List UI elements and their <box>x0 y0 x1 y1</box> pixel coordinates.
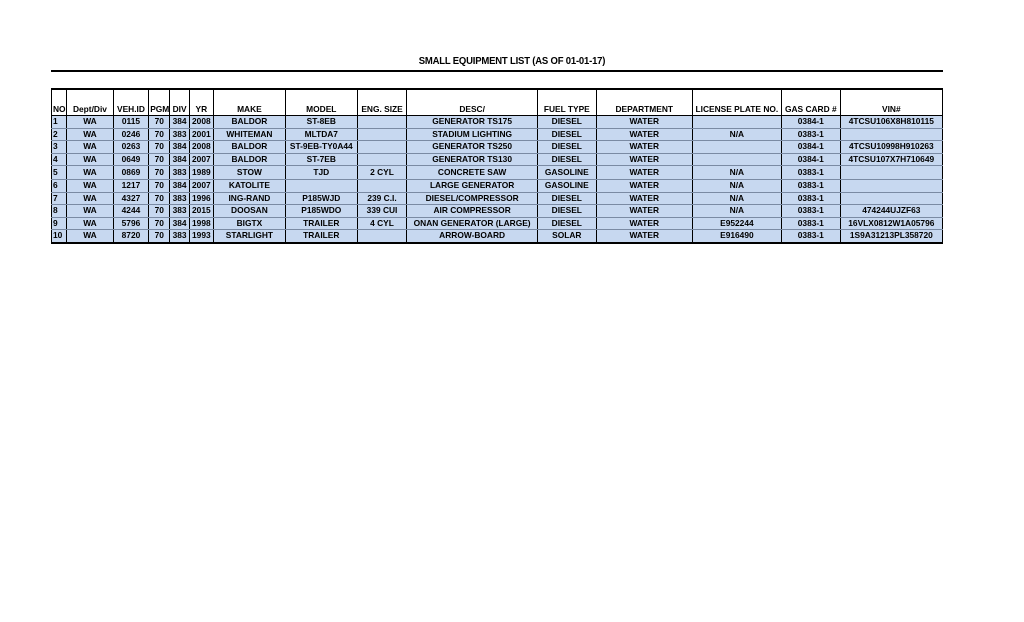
cell-dept-div: WA <box>67 166 114 180</box>
cell-no: 10 <box>52 230 67 243</box>
cell-desc: AIR COMPRESSOR <box>407 205 538 218</box>
cell-pgm: 70 <box>149 128 170 141</box>
cell-yr: 1996 <box>189 192 213 205</box>
cell-pgm: 70 <box>149 230 170 243</box>
cell-fuel-type: DIESEL <box>537 217 596 230</box>
cell-fuel-type: GASOLINE <box>537 166 596 180</box>
cell-no: 8 <box>52 205 67 218</box>
header-desc: DESC/ <box>407 89 538 116</box>
cell-eng-size <box>357 153 407 166</box>
cell-model: TJD <box>285 166 357 180</box>
cell-vin <box>840 180 942 193</box>
cell-eng-size: 4 CYL <box>357 217 407 230</box>
cell-pgm: 70 <box>149 217 170 230</box>
cell-yr: 1993 <box>189 230 213 243</box>
cell-no: 5 <box>52 166 67 180</box>
cell-no: 3 <box>52 141 67 154</box>
cell-pgm: 70 <box>149 166 170 180</box>
cell-make: STOW <box>213 166 285 180</box>
cell-vin: 4TCSU10998H910263 <box>840 141 942 154</box>
cell-vin <box>840 128 942 141</box>
header-make: MAKE <box>213 89 285 116</box>
cell-gas-card: 0384-1 <box>781 141 840 154</box>
cell-no: 1 <box>52 116 67 129</box>
cell-desc: ARROW-BOARD <box>407 230 538 243</box>
cell-veh-id: 1217 <box>113 180 148 193</box>
cell-gas-card: 0383-1 <box>781 230 840 243</box>
equipment-table <box>51 88 943 244</box>
cell-department: WATER <box>596 217 692 230</box>
cell-license-plate: E916490 <box>692 230 781 243</box>
cell-no: 2 <box>52 128 67 141</box>
cell-desc: LARGE GENERATOR <box>407 180 538 193</box>
cell-div: 384 <box>170 153 189 166</box>
table-row <box>52 230 943 243</box>
cell-yr: 1998 <box>189 217 213 230</box>
cell-eng-size <box>357 180 407 193</box>
cell-yr: 2007 <box>189 180 213 193</box>
table-header-row <box>52 89 943 116</box>
cell-make: BALDOR <box>213 116 285 129</box>
cell-veh-id: 8720 <box>113 230 148 243</box>
cell-model: ST-7EB <box>285 153 357 166</box>
cell-license-plate: N/A <box>692 128 781 141</box>
cell-yr: 2001 <box>189 128 213 141</box>
cell-no: 9 <box>52 217 67 230</box>
table-row <box>52 153 943 166</box>
cell-dept-div: WA <box>67 128 114 141</box>
cell-department: WATER <box>596 166 692 180</box>
cell-veh-id: 4244 <box>113 205 148 218</box>
cell-fuel-type: DIESEL <box>537 192 596 205</box>
cell-gas-card: 0383-1 <box>781 192 840 205</box>
cell-license-plate <box>692 153 781 166</box>
table-row <box>52 192 943 205</box>
cell-pgm: 70 <box>149 141 170 154</box>
header-fuel-type: FUEL TYPE <box>537 89 596 116</box>
table-row <box>52 141 943 154</box>
cell-div: 383 <box>170 205 189 218</box>
header-pgm: PGM <box>149 89 170 116</box>
cell-vin: 1S9A31213PL358720 <box>840 230 942 243</box>
cell-fuel-type: DIESEL <box>537 128 596 141</box>
cell-desc: GENERATOR TS250 <box>407 141 538 154</box>
cell-gas-card: 0383-1 <box>781 180 840 193</box>
cell-dept-div: WA <box>67 141 114 154</box>
cell-veh-id: 0246 <box>113 128 148 141</box>
cell-gas-card: 0383-1 <box>781 128 840 141</box>
cell-dept-div: WA <box>67 116 114 129</box>
cell-make: KATOLITE <box>213 180 285 193</box>
cell-model: MLTDA7 <box>285 128 357 141</box>
cell-dept-div: WA <box>67 153 114 166</box>
cell-eng-size <box>357 128 407 141</box>
cell-department: WATER <box>596 116 692 129</box>
cell-model: P185WDO <box>285 205 357 218</box>
cell-dept-div: WA <box>67 192 114 205</box>
cell-desc: DIESEL/COMPRESSOR <box>407 192 538 205</box>
cell-model: P185WJD <box>285 192 357 205</box>
table-row <box>52 217 943 230</box>
cell-desc: GENERATOR TS175 <box>407 116 538 129</box>
header-vin: VIN# <box>840 89 942 116</box>
cell-fuel-type: SOLAR <box>537 230 596 243</box>
cell-model: ST-9EB-TY0A44 <box>285 141 357 154</box>
cell-pgm: 70 <box>149 192 170 205</box>
cell-yr: 2015 <box>189 205 213 218</box>
cell-yr: 2008 <box>189 116 213 129</box>
header-no: NO <box>52 89 67 116</box>
cell-div: 384 <box>170 180 189 193</box>
cell-desc: STADIUM LIGHTING <box>407 128 538 141</box>
cell-fuel-type: GASOLINE <box>537 180 596 193</box>
cell-no: 7 <box>52 192 67 205</box>
cell-eng-size <box>357 116 407 129</box>
table-row <box>52 205 943 218</box>
cell-yr: 1989 <box>189 166 213 180</box>
cell-license-plate <box>692 141 781 154</box>
cell-div: 383 <box>170 230 189 243</box>
cell-div: 383 <box>170 128 189 141</box>
cell-gas-card: 0383-1 <box>781 205 840 218</box>
cell-model <box>285 180 357 193</box>
cell-make: STARLIGHT <box>213 230 285 243</box>
cell-license-plate <box>692 116 781 129</box>
cell-department: WATER <box>596 180 692 193</box>
table-row <box>52 128 943 141</box>
cell-model: TRAILER <box>285 217 357 230</box>
cell-desc: CONCRETE SAW <box>407 166 538 180</box>
cell-desc: GENERATOR TS130 <box>407 153 538 166</box>
cell-vin: 16VLX0812W1A05796 <box>840 217 942 230</box>
cell-pgm: 70 <box>149 153 170 166</box>
cell-license-plate: N/A <box>692 180 781 193</box>
cell-desc: ONAN GENERATOR (LARGE) <box>407 217 538 230</box>
cell-department: WATER <box>596 141 692 154</box>
cell-gas-card: 0384-1 <box>781 116 840 129</box>
cell-license-plate: N/A <box>692 166 781 180</box>
cell-veh-id: 5796 <box>113 217 148 230</box>
cell-department: WATER <box>596 230 692 243</box>
cell-license-plate: N/A <box>692 205 781 218</box>
cell-department: WATER <box>596 153 692 166</box>
cell-model: TRAILER <box>285 230 357 243</box>
cell-eng-size: 2 CYL <box>357 166 407 180</box>
cell-fuel-type: DIESEL <box>537 153 596 166</box>
header-eng-size: ENG. SIZE <box>357 89 407 116</box>
title-underline <box>51 70 943 72</box>
header-div: DIV <box>170 89 189 116</box>
cell-department: WATER <box>596 128 692 141</box>
cell-vin <box>840 166 942 180</box>
cell-vin <box>840 192 942 205</box>
cell-fuel-type: DIESEL <box>537 141 596 154</box>
cell-eng-size <box>357 141 407 154</box>
cell-no: 6 <box>52 180 67 193</box>
cell-dept-div: WA <box>67 230 114 243</box>
cell-no: 4 <box>52 153 67 166</box>
table-row <box>52 116 943 129</box>
table-body <box>52 116 943 243</box>
header-license-plate: LICENSE PLATE NO. <box>692 89 781 116</box>
cell-dept-div: WA <box>67 180 114 193</box>
cell-veh-id: 0869 <box>113 166 148 180</box>
cell-vin: 4TCSU106X8H810115 <box>840 116 942 129</box>
cell-pgm: 70 <box>149 180 170 193</box>
cell-yr: 2007 <box>189 153 213 166</box>
header-yr: YR <box>189 89 213 116</box>
cell-div: 383 <box>170 166 189 180</box>
table-row <box>52 166 943 180</box>
cell-dept-div: WA <box>67 205 114 218</box>
cell-pgm: 70 <box>149 116 170 129</box>
cell-make: BALDOR <box>213 141 285 154</box>
cell-eng-size <box>357 230 407 243</box>
cell-license-plate: N/A <box>692 192 781 205</box>
cell-gas-card: 0383-1 <box>781 217 840 230</box>
cell-div: 383 <box>170 192 189 205</box>
cell-yr: 2008 <box>189 141 213 154</box>
cell-license-plate: E952244 <box>692 217 781 230</box>
cell-make: BALDOR <box>213 153 285 166</box>
cell-div: 384 <box>170 217 189 230</box>
cell-vin: 4TCSU107X7H710649 <box>840 153 942 166</box>
cell-div: 384 <box>170 116 189 129</box>
cell-department: WATER <box>596 192 692 205</box>
cell-model: ST-8EB <box>285 116 357 129</box>
document-title: SMALL EQUIPMENT LIST (AS OF 01-01-17) <box>418 56 606 67</box>
cell-department: WATER <box>596 205 692 218</box>
cell-fuel-type: DIESEL <box>537 116 596 129</box>
cell-make: ING-RAND <box>213 192 285 205</box>
cell-pgm: 70 <box>149 205 170 218</box>
cell-make: DOOSAN <box>213 205 285 218</box>
header-model: MODEL <box>285 89 357 116</box>
cell-eng-size: 239 C.I. <box>357 192 407 205</box>
cell-veh-id: 4327 <box>113 192 148 205</box>
cell-dept-div: WA <box>67 217 114 230</box>
cell-make: BIGTX <box>213 217 285 230</box>
cell-make: WHITEMAN <box>213 128 285 141</box>
cell-veh-id: 0115 <box>113 116 148 129</box>
header-dept-div: Dept/Div <box>67 89 114 116</box>
cell-veh-id: 0649 <box>113 153 148 166</box>
cell-vin: 474244UJZF63 <box>840 205 942 218</box>
cell-fuel-type: DIESEL <box>537 205 596 218</box>
header-veh-id: VEH.ID <box>113 89 148 116</box>
cell-div: 384 <box>170 141 189 154</box>
cell-eng-size: 339 CUI <box>357 205 407 218</box>
table-row <box>52 180 943 193</box>
cell-gas-card: 0384-1 <box>781 153 840 166</box>
cell-gas-card: 0383-1 <box>781 166 840 180</box>
header-department: DEPARTMENT <box>596 89 692 116</box>
cell-veh-id: 0263 <box>113 141 148 154</box>
header-gas-card: GAS CARD # <box>781 89 840 116</box>
